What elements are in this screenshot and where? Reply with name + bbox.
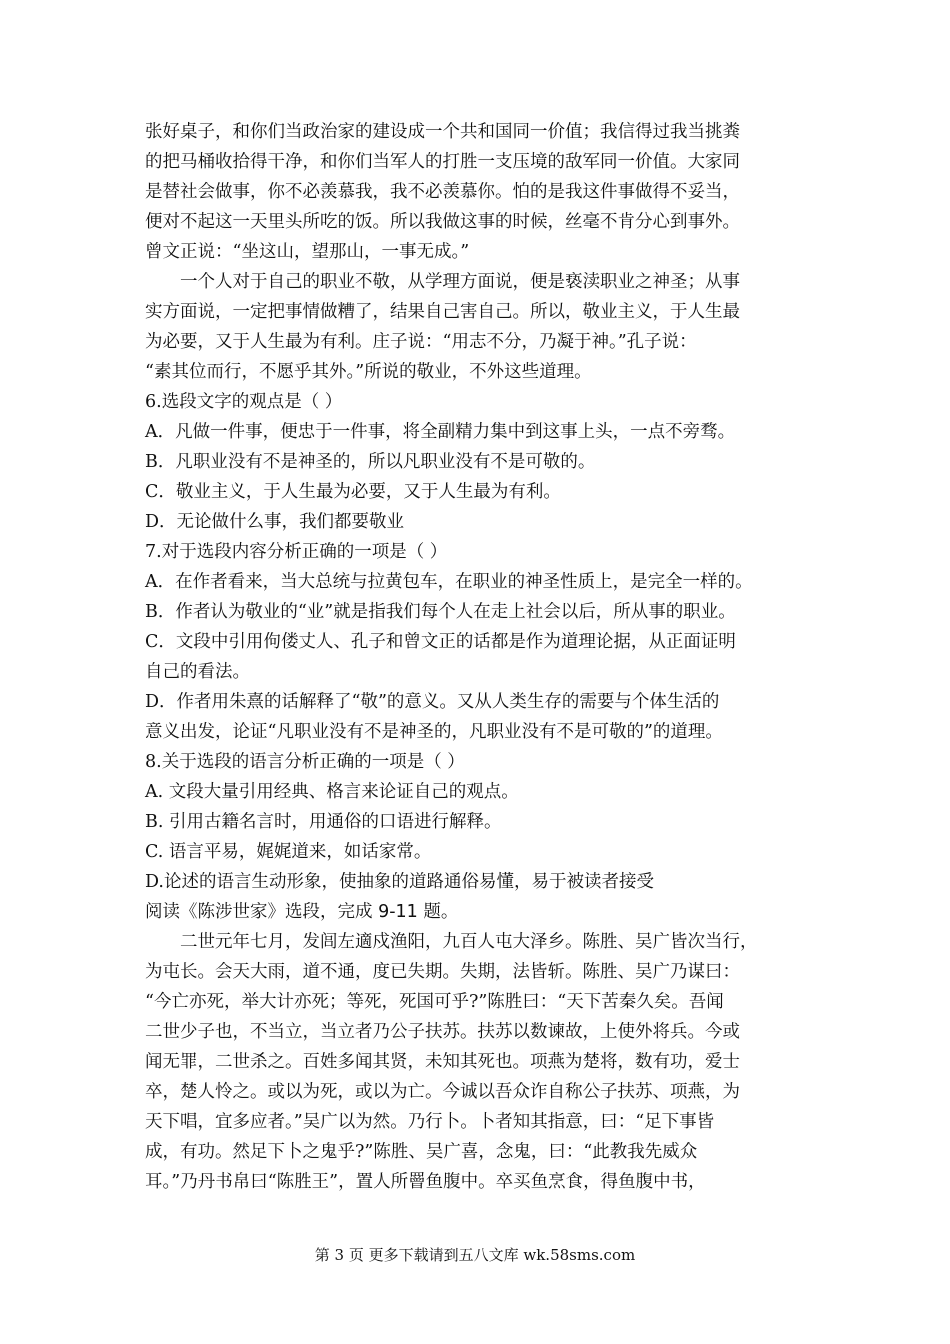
question-stem: 8.关于选段的语言分析正确的一项是（ ） bbox=[145, 752, 465, 772]
reading-instruction-before: 阅读《陈涉世家》选段，完成 bbox=[145, 902, 379, 922]
option-d: D．作者用朱熹的话解释了“敬”的意义。又从人类生存的需要与个体生活的 bbox=[145, 692, 720, 712]
passage-line: 耳。”乃丹书帛曰“陈胜王”，置人所罾鱼腹中。卒买鱼烹食，得鱼腹中书， bbox=[145, 1172, 706, 1192]
option-c: C．敬业主义，于人生最为必要，又于人生最为有利。 bbox=[145, 482, 561, 502]
option-b: B. 引用古籍名言时，用通俗的口语进行解释。 bbox=[145, 812, 502, 832]
option-d: D.论述的语言生动形象，使抽象的道路通俗易懂，易于被读者接受 bbox=[145, 872, 654, 892]
option-a: A．在作者看来，当大总统与拉黄包车，在职业的神圣性质上，是完全一样的。 bbox=[145, 572, 753, 592]
passage-line: 便对不起这一天里头所吃的饭。所以我做这事的时候，丝毫不肯分心到事外。 bbox=[145, 212, 740, 232]
page-content bbox=[145, 117, 805, 1197]
passage-line: 为屯长。会天大雨，道不通，度已失期。失期，法皆斩。陈胜、吴广乃谋曰： bbox=[145, 962, 740, 982]
reading-instruction-after: 题。 bbox=[417, 902, 459, 922]
option-d-continued: 意义出发，论证“凡职业没有不是神圣的，凡职业没有不是可敬的”的道理。 bbox=[145, 722, 723, 742]
passage-line: 二世元年七月，发闾左適戍渔阳，九百人屯大泽乡。陈胜、吴广皆次当行， bbox=[180, 932, 758, 952]
question-stem: 6.选段文字的观点是（ ） bbox=[145, 392, 343, 412]
option-b: B．凡职业没有不是神圣的，所以凡职业没有不是可敬的。 bbox=[145, 452, 596, 472]
passage-line: 成，有功。然足下卜之鬼乎?”陈胜、吴广喜，念鬼，曰：“此教我先威众 bbox=[145, 1142, 698, 1162]
passage-line: 曾文正说：“坐这山，望那山，一事无成。” bbox=[145, 242, 470, 262]
passage-line: 天下唱，宜多应者。”吴广以为然。乃行卜。卜者知其指意，曰：“足下事皆 bbox=[145, 1112, 715, 1132]
reading-instruction bbox=[145, 897, 805, 927]
passage-line: 二世少子也，不当立，当立者乃公子扶苏。扶苏以数谏故，上使外将兵。今或 bbox=[145, 1022, 740, 1042]
question-6 bbox=[145, 387, 805, 537]
passage-line: “素其位而行，不愿乎其外。”所说的敬业，不外这些道理。 bbox=[145, 362, 592, 382]
question-range: 9-11 bbox=[378, 902, 418, 922]
passage-line: 为必要，又于人生最为有利。庄子说：“用志不分，乃凝于神。”孔子说： bbox=[145, 332, 697, 352]
passage-line: 一个人对于自己的职业不敬，从学理方面说，便是亵渎职业之神圣；从事 bbox=[180, 272, 740, 292]
passage-line: “今亡亦死，举大计亦死；等死，死国可乎?”陈胜曰：“天下苦秦久矣。吾闻 bbox=[145, 992, 724, 1012]
passage-line: 闻无罪，二世杀之。百姓多闻其贤，未知其死也。项燕为楚将，数有功，爱士 bbox=[145, 1052, 740, 1072]
question-8 bbox=[145, 747, 805, 897]
passage-chen-she bbox=[145, 927, 805, 1197]
passage-line: 是替社会做事，你不必羡慕我，我不必羡慕你。怕的是我这件事做得不妥当， bbox=[145, 182, 740, 202]
option-c: C．文段中引用佝偻丈人、孔子和曾文正的话都是作为道理论据，从正面证明 bbox=[145, 632, 736, 652]
passage-line: 实方面说，一定把事情做糟了，结果自己害自己。所以，敬业主义，于人生最 bbox=[145, 302, 740, 322]
option-b: B．作者认为敬业的“业”就是指我们每个人在走上社会以后，所从事的职业。 bbox=[145, 602, 736, 622]
option-a: A．凡做一件事，便忠于一件事，将全副精力集中到这事上头，一点不旁骛。 bbox=[145, 422, 736, 442]
passage-liang-qichao bbox=[145, 117, 805, 387]
passage-line: 的把马桶收拾得干净，和你们当军人的打胜一支压境的敌军同一价值。大家同 bbox=[145, 152, 740, 172]
option-c: C. 语言平易，娓娓道来，如话家常。 bbox=[145, 842, 432, 862]
question-stem: 7.对于选段内容分析正确的一项是（ ） bbox=[145, 542, 448, 562]
passage-line: 卒，楚人怜之。或以为死，或以为亡。今诚以吾众诈自称公子扶苏、项燕，为 bbox=[145, 1082, 740, 1102]
option-d: D．无论做什么事，我们都要敬业 bbox=[145, 512, 405, 532]
option-a: A. 文段大量引用经典、格言来论证自己的观点。 bbox=[145, 782, 519, 802]
passage-line: 张好桌子，和你们当政治家的建设成一个共和国同一价值；我信得过我当挑粪 bbox=[145, 122, 740, 142]
question-7 bbox=[145, 537, 805, 747]
page-footer: 第 3 页 更多下载请到五八文库 wk.58sms.com bbox=[314, 1246, 636, 1264]
option-c-continued: 自己的看法。 bbox=[145, 662, 250, 682]
